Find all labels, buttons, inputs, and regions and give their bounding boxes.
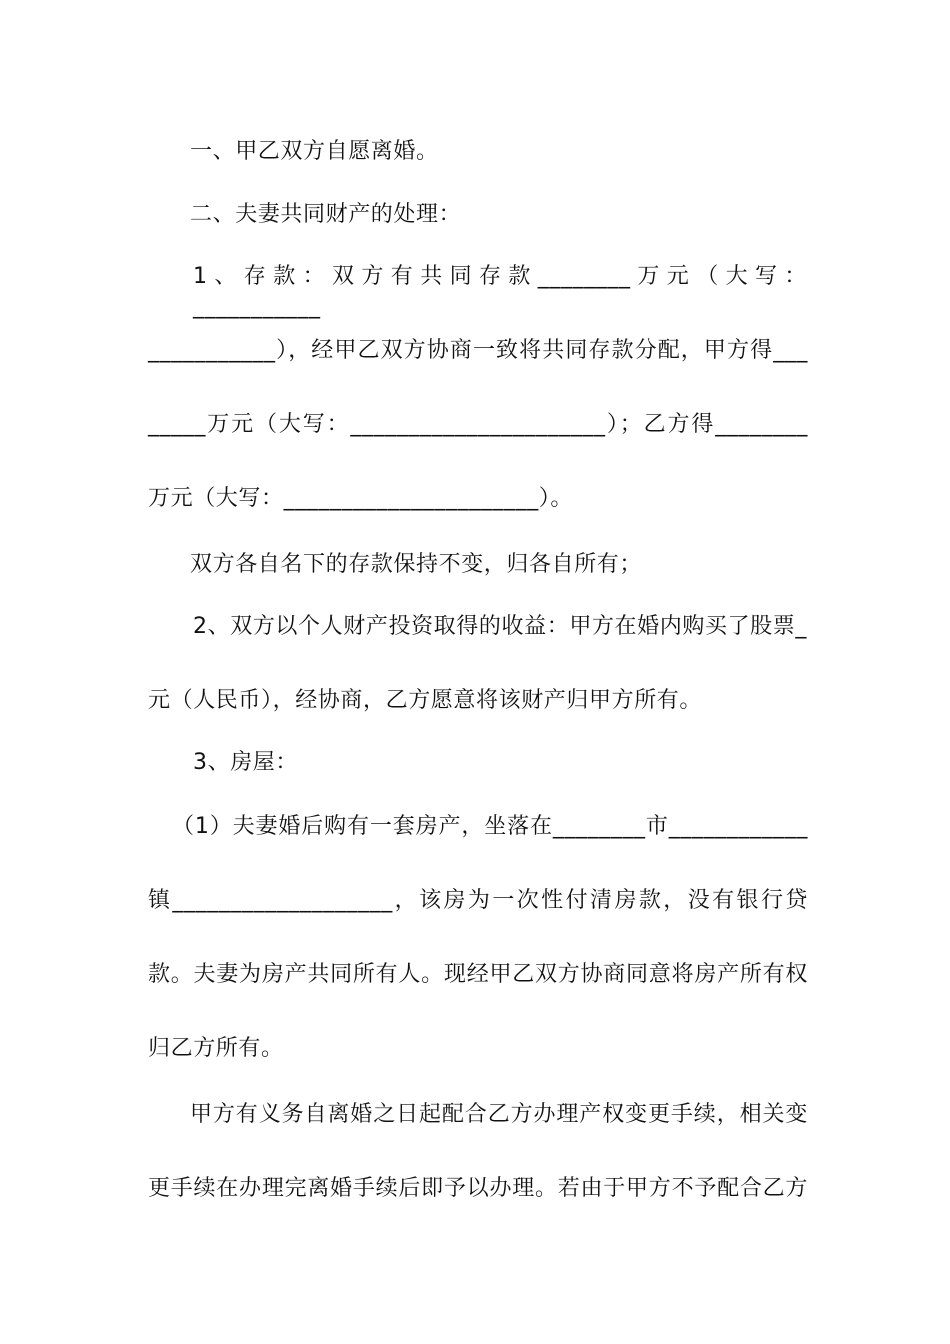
house-line-1: （1）夫妻婚后购有一套房产，坐落在________市____________ bbox=[172, 814, 808, 839]
savings-line-2: ___________），经甲乙双方协商一致将共同存款分配，甲方得___ bbox=[148, 338, 808, 363]
house-line-2: 镇___________________，该房为一次性付清房款，没有银行贷 bbox=[148, 888, 808, 913]
savings-line-4: 万元（大写：______________________）。 bbox=[148, 486, 574, 511]
savings-line-1: 1、存款：双方有共同存款________万元（大写：___________ bbox=[193, 264, 807, 319]
transfer-line-2: 更手续在办理完离婚手续后即予以办理。若由于甲方不予配合乙方 bbox=[148, 1176, 808, 1201]
investment-line-1: 2、双方以个人财产投资取得的收益：甲方在婚内购买了股票_ bbox=[193, 614, 807, 639]
house-line-4: 归乙方所有。 bbox=[148, 1036, 284, 1061]
house-line-3: 款。夫妻为房产共同所有人。现经甲乙双方协商同意将房产所有权 bbox=[148, 962, 808, 987]
savings-note: 双方各自名下的存款保持不变，归各自所有； bbox=[190, 552, 643, 577]
clause-2-heading: 二、夫妻共同财产的处理： bbox=[190, 202, 462, 227]
house-heading: 3、房屋： bbox=[193, 750, 298, 775]
clause-1-heading: 一、甲乙双方自愿离婚。 bbox=[190, 139, 439, 164]
investment-line-2: 元（人民币），经协商，乙方愿意将该财产归甲方所有。 bbox=[148, 688, 703, 713]
savings-line-3: _____万元（大写：______________________）；乙方得________ bbox=[148, 412, 808, 437]
transfer-line-1: 甲方有义务自离婚之日起配合乙方办理产权变更手续，相关变 bbox=[190, 1102, 808, 1127]
